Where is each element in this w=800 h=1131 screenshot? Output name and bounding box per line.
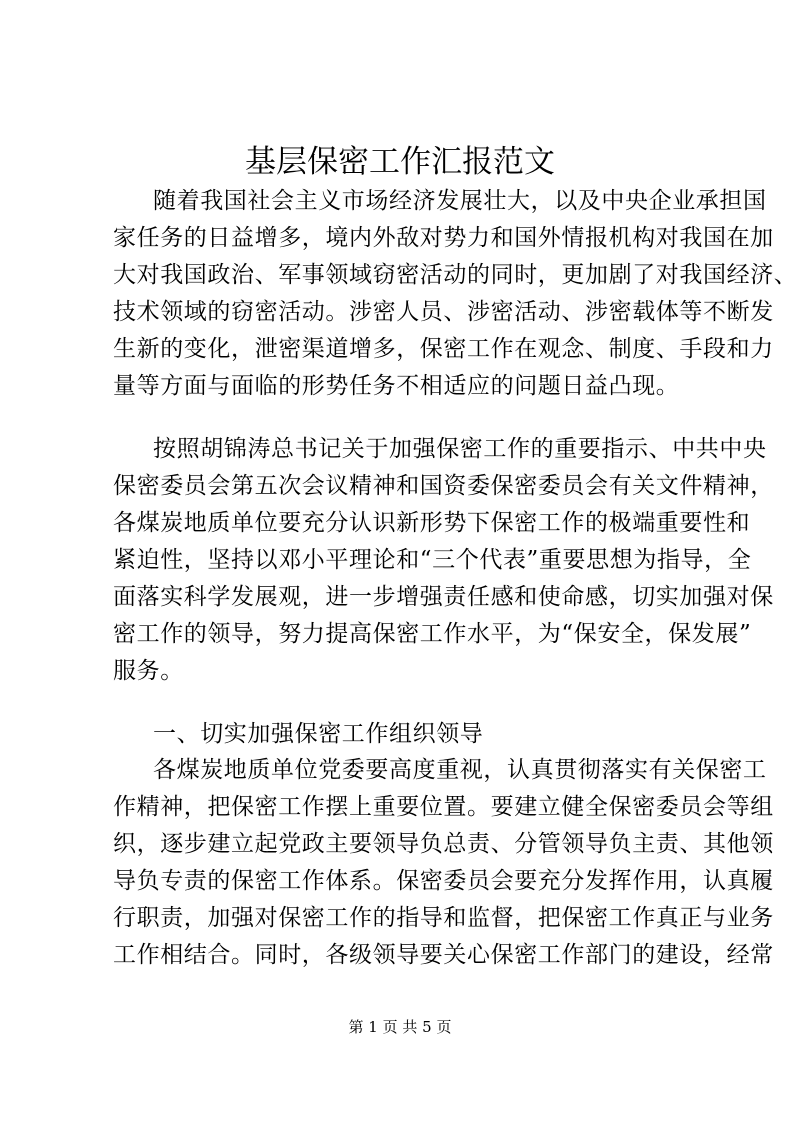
paragraph-line: 行职责，加强对保密工作的指导和监督，把保密工作真正与业务 [113,905,774,931]
paragraph-line: 技术领域的窃密活动。涉密人员、涉密活动、涉密载体等不断发 [113,299,774,325]
paragraph-line: 工作相结合。同时，各级领导要关心保密工作部门的建设，经常 [113,942,774,968]
paragraph-line: 织，逐步建立起党政主要领导负总责、分管领导负主责、其他领 [113,831,774,857]
paragraph-line: 保密委员会第五次会议精神和国资委保密委员会有关文件精神， [113,473,774,499]
paragraph-line: 导负专责的保密工作体系。保密委员会要充分发挥作用，认真履 [113,868,774,894]
paragraph-line: 生新的变化，泄密渠道增多，保密工作在观念、制度、手段和力 [113,336,774,362]
paragraph-line: 各煤炭地质单位要充分认识新形势下保密工作的极端重要性和 [113,510,751,536]
paragraph-line: 紧迫性，坚持以邓小平理论和“三个代表”重要思想为指导，全 [113,547,752,573]
section-heading: 一、切实加强保密工作组织领导 [153,721,484,747]
paragraph-line: 随着我国社会主义市场经济发展壮大，以及中央企业承担国 [153,188,767,214]
paragraph-line: 作精神，把保密工作摆上重要位置。要建立健全保密委员会等组 [113,794,774,820]
paragraph-line: 服务。 [113,658,184,684]
paragraph-line: 家任务的日益增多，境内外敌对势力和国外情报机构对我国在加 [113,225,774,251]
page-footer: 第 1 页 共 5 页 [348,1018,452,1036]
paragraph-line: 密工作的领导，努力提高保密工作水平，为“保安全，保发展” [113,621,752,647]
paragraph-line: 面落实科学发展观，进一步增强责任感和使命感，切实加强对保 [113,584,774,610]
paragraph-line: 按照胡锦涛总书记关于加强保密工作的重要指示、中共中央 [153,436,767,462]
paragraph-line: 各煤炭地质单位党委要高度重视，认真贯彻落实有关保密工 [153,757,767,783]
document-title: 基层保密工作汇报范文 [245,144,555,180]
paragraph-line: 大对我国政治、军事领域窃密活动的同时，更加剧了对我国经济、 [113,262,798,288]
paragraph-line: 量等方面与面临的形势任务不相适应的问题日益凸现。 [113,373,680,399]
